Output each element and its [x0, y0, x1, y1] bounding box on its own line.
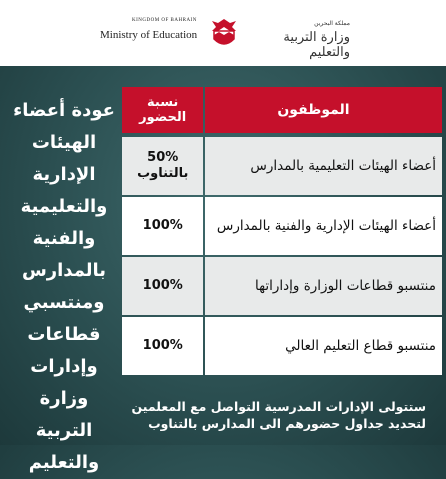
side-headline	[6, 95, 122, 479]
kingdom-label-ar: مملكة البحرين	[314, 20, 350, 27]
bahrain-emblem-icon	[210, 17, 238, 53]
ministry-logo-english	[100, 18, 210, 41]
header-pct-line: الحضور	[139, 110, 187, 125]
pct-value: 100%	[142, 278, 183, 293]
header-bar	[0, 0, 446, 66]
row-pct	[122, 257, 203, 315]
side-line: بالمدارس	[21, 260, 107, 281]
pct-note: بالتناوب	[137, 166, 189, 181]
table-row	[122, 257, 442, 315]
footer-note	[130, 398, 426, 432]
row-label: منتسبو قطاع التعليم العالي	[205, 317, 442, 375]
row-pct	[122, 197, 203, 255]
header-employees: الموظفون	[205, 87, 442, 133]
pct-value: 100%	[142, 338, 183, 353]
footer-line: لتحديد جداول حضورهم الى المدارس بالتناوب	[148, 416, 426, 431]
ministry-label-ar: وزارة التربية والتعليم	[283, 30, 350, 60]
ministry-logo-arabic	[250, 20, 350, 60]
side-line: وإدارات وزارة	[30, 356, 98, 409]
ministry-label-en: Ministry of Education	[100, 29, 198, 41]
footer-line: ستتولى الإدارات المدرسية التواصل مع المعلمين	[131, 399, 426, 414]
side-line: التربية والتعليم	[28, 420, 100, 473]
row-label: أعضاء الهيئات التعليمية بالمدارس	[205, 137, 442, 195]
row-label: أعضاء الهيئات الإدارية والفنية بالمدارس	[205, 197, 442, 255]
side-line: والتعليمية	[20, 196, 108, 217]
header-attendance-rate	[122, 87, 203, 133]
side-line: ومنتسبي	[23, 292, 105, 313]
row-label: منتسبو قطاعات الوزارة وإداراتها	[205, 257, 442, 315]
side-line: قطاعات	[27, 324, 101, 345]
row-pct	[122, 137, 203, 195]
table-header-row	[122, 87, 442, 133]
side-line: والفنية	[32, 228, 96, 249]
table-row	[122, 317, 442, 375]
attendance-table	[122, 87, 442, 377]
pct-value: 50%	[147, 150, 179, 165]
pct-value: 100%	[142, 218, 183, 233]
header-pct-line: نسبة	[147, 95, 179, 110]
row-pct	[122, 317, 203, 375]
table-row	[122, 137, 442, 195]
table-row	[122, 197, 442, 255]
kingdom-label-en: KINGDOM OF BAHRAIN	[132, 18, 197, 23]
side-line: الهيئات الإدارية	[31, 132, 97, 185]
side-line: عودة أعضاء	[13, 100, 115, 121]
